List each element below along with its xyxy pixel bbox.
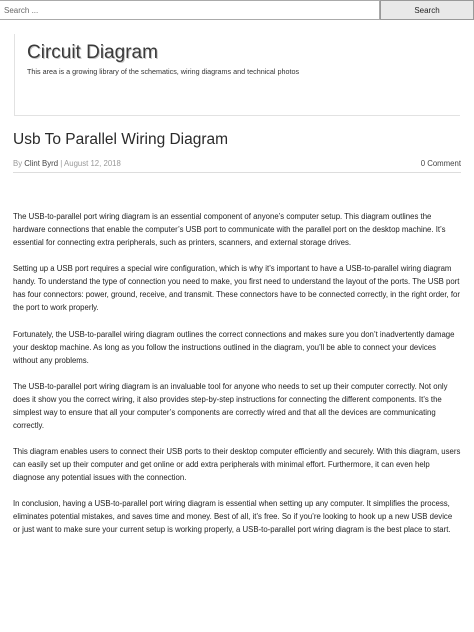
comments-link[interactable]: 0 Comment [420,159,461,168]
site-header [14,34,460,116]
post-title: Usb To Parallel Wiring Diagram [13,131,229,148]
meta-separator: | [60,159,63,168]
paragraph: The USB-to-parallel port wiring diagram is an invaluable tool for anyone who needs to set up their computer correctly. Not only does it show you the correct wiring, it also provides step-by-step instructions for connecting the different components. It’s the simplest way to ensure that all your computer’s components are correctly wired and that all the devices are communicating correctly. [13,381,448,430]
post-content [13,210,461,550]
paragraph: In conclusion, having a USB-to-parallel port wiring diagram is essential when setting up any computer. It simplifies the process, eliminates potential mistakes, and saves time and money. Best of all, it’s free. So if you’re looking to hook up a new USB device or just want to make sure your current setup is working properly, a USB-to-parallel port wiring diagram is the best place to start. [13,499,453,535]
post-meta [13,159,461,168]
search-button[interactable]: Search [380,0,474,20]
paragraph: Setting up a USB port requires a special wire configuration, which is why it’s important to have a USB-to-parallel wiring diagram handy. To understand the type of connection you need to make, you first need to understand the layout of the ports. The USB port has four connectors: power, ground, receive, and transmit. These connectors have to be connected correctly, in the right order, for the port to work properly. [13,264,460,313]
meta-divider [13,172,461,173]
byline-prefix: By [13,159,23,168]
paragraph: The USB-to-parallel port wiring diagram is an essential component of anyone’s computer setup. This diagram outlines the hardware connections that enable the computer’s USB port to communicate with the parallel port on the desktop machine. It’s essential for connecting extra peripherals, such as printers, scanners, and external storage drives. [13,212,446,247]
post-date[interactable]: August 12, 2018 [64,159,121,168]
site-title[interactable]: Circuit Diagram [27,42,158,63]
author-link[interactable]: Clint Byrd [24,159,59,168]
search-bar [0,0,474,20]
paragraph: This diagram enables users to connect their USB ports to their desktop computer efficiently and securely. With this diagram, users can easily set up their computer and get online or add extra peripherals with minimal effort. Furthermore, it can even help diagnose any potential issues with the connection. [13,447,461,483]
search-input[interactable] [0,0,380,20]
site-description: This area is a growing library of the schematics, wiring diagrams and technical photos [27,67,300,76]
paragraph: Fortunately, the USB-to-parallel wiring diagram outlines the correct connections and makes sure you don’t inadvertently damage your desktop machine. As long as you follow the instructions outlined in the diagram, you’ll be able to connect your devices without any problems. [13,329,455,365]
